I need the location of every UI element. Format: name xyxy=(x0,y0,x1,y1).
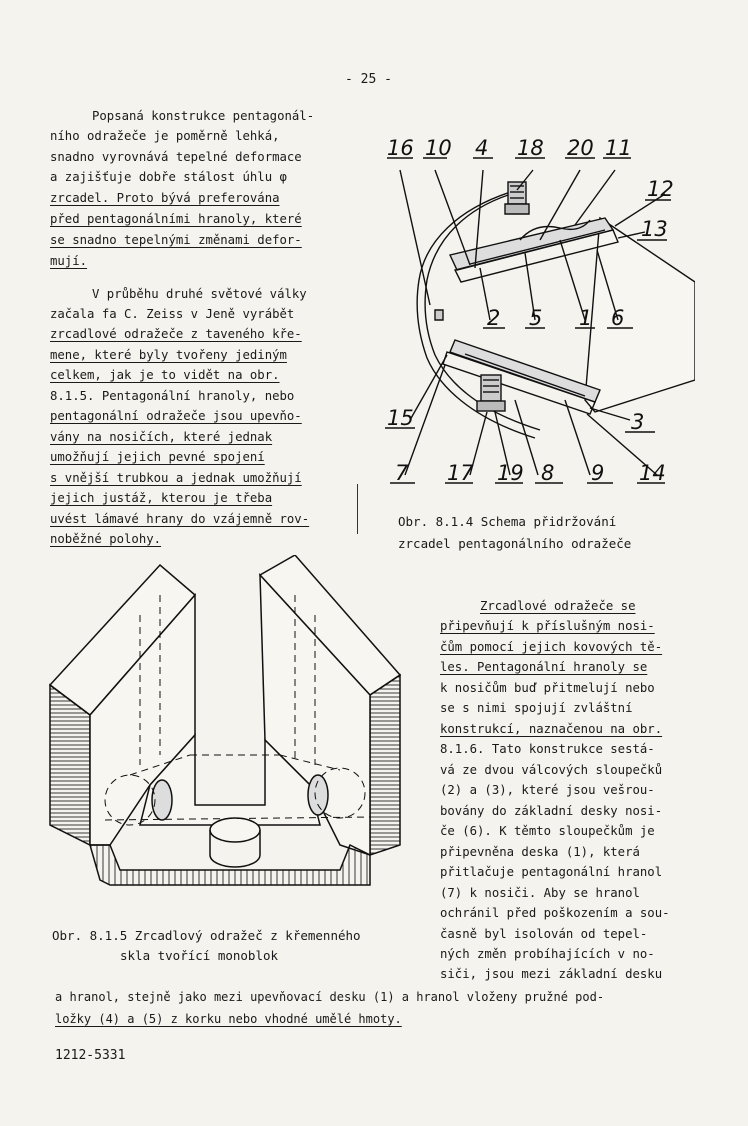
label-1: 1 xyxy=(579,306,593,330)
text-line: zrcadel. Proto bývá preferována xyxy=(50,191,280,205)
text-line: ního odražeče je poměrně lehká, xyxy=(50,129,280,143)
text-line: pentagonální odražeče jsou upevňo- xyxy=(50,409,302,423)
text-line: se snadno tepelnými změnami defor- xyxy=(50,233,302,247)
label-19: 19 xyxy=(497,461,524,485)
text-line: ložky (4) a (5) z korku nebo vhodné umělé hmoty. xyxy=(55,1012,402,1026)
text-line: snadno vyrovnává tepelné deformace xyxy=(50,150,302,164)
label-12: 12 xyxy=(647,177,674,201)
text-line: les. Pentagonální hranoly se xyxy=(440,660,648,674)
text-line: umožňují jejich pevné spojení xyxy=(50,450,265,464)
label-16: 16 xyxy=(387,136,414,160)
text-line: noběžné polohy. xyxy=(50,532,162,546)
page-number: - 25 - xyxy=(345,72,392,87)
label-8: 8 xyxy=(541,461,555,485)
text-line: zrcadlové odražeče z taveného kře- xyxy=(50,327,302,341)
figure-8-1-5-caption-line: Obr. 8.1.5 Zrcadlový odražeč z křemenného xyxy=(52,928,361,943)
label-2: 2 xyxy=(487,306,501,330)
text-line: k nosičům buď přitmelují nebo xyxy=(440,681,655,695)
text-line: V průběhu druhé světové války xyxy=(92,287,307,301)
label-15: 15 xyxy=(387,406,414,430)
text-line: přitlačuje pentagonální hranol xyxy=(440,865,663,879)
text-line: se s nimi spojují zvláštní xyxy=(440,701,633,715)
label-13: 13 xyxy=(641,217,668,241)
figure-8-1-4-caption-line: zrcadel pentagonálního odražeče xyxy=(398,536,632,551)
label-14: 14 xyxy=(639,461,666,485)
text-line: ochránil před poškozením a sou- xyxy=(440,906,670,920)
label-4: 4 xyxy=(475,136,489,160)
label-17: 17 xyxy=(447,461,474,485)
figure-8-1-4-caption-line: Obr. 8.1.4 Schema přidržování xyxy=(398,514,617,529)
text-line: konstrukcí, naznačenou na obr. xyxy=(440,722,663,736)
text-line: vá ze dvou válcových sloupečků xyxy=(440,763,663,777)
text-line: čům pomocí jejich kovových tě- xyxy=(440,640,663,654)
text-line: časně byl isolován od tepel- xyxy=(440,927,648,941)
text-line: Zrcadlové odražeče se xyxy=(480,599,636,613)
text-line: Popsaná konstrukce pentagonál- xyxy=(92,109,315,123)
text-line: (7) k nosiči. Aby se hranol xyxy=(440,886,640,900)
margin-mark xyxy=(357,484,358,534)
label-18: 18 xyxy=(517,136,544,160)
text-line: a hranol, stejně jako mezi upevňovací desku (1) a hranol vloženy pružné pod- xyxy=(55,990,605,1004)
figure-8-1-5-caption-line: skla tvořící monoblok xyxy=(120,948,279,963)
text-line: 8.1.5. Pentagonální hranoly, nebo xyxy=(50,389,295,403)
text-line: a zajišťuje dobře stálost úhlu φ xyxy=(50,170,287,184)
label-6: 6 xyxy=(611,306,625,330)
text-line: 8.1.6. Tato konstrukce sestá- xyxy=(440,742,655,756)
text-line: celkem, jak je to vidět na obr. xyxy=(50,368,280,382)
label-3: 3 xyxy=(631,410,645,434)
text-line: če (6). K těmto sloupečkům je xyxy=(440,824,655,838)
text-line: vány na nosičích, které jednak xyxy=(50,430,273,444)
text-line: uvést lámavé hrany do vzájemně rov- xyxy=(50,512,310,526)
text-line: bovány do základní desky nosi- xyxy=(440,804,663,818)
figure-8-1-4 xyxy=(375,130,695,510)
label-20: 20 xyxy=(567,136,594,160)
label-10: 10 xyxy=(425,136,452,160)
label-11: 11 xyxy=(605,136,632,160)
label-9: 9 xyxy=(591,461,605,485)
text-line: začala fa C. Zeiss v Jeně vyrábět xyxy=(50,307,295,321)
text-line: s vnější trubkou a jednak umožňují xyxy=(50,471,302,485)
text-line: ných změn probíhajících v no- xyxy=(440,947,655,961)
text-line: mují. xyxy=(50,254,88,268)
label-5: 5 xyxy=(529,306,543,330)
footer-code: 1212-5331 xyxy=(55,1048,126,1063)
text-line: (2) a (3), které jsou vešrou- xyxy=(440,783,655,797)
text-line: připevněna deska (1), která xyxy=(440,845,640,859)
text-line: siči, jsou mezi základní desku xyxy=(440,967,663,981)
text-line: před pentagonálními hranoly, které xyxy=(50,212,302,226)
text-line: připevňují k příslušným nosi- xyxy=(440,619,655,633)
label-7: 7 xyxy=(395,461,409,485)
text-line: mene, které byly tvořeny jediným xyxy=(50,348,287,362)
figure-8-1-5 xyxy=(40,555,420,915)
text-line: jejich justáž, kterou je třeba xyxy=(50,491,273,505)
